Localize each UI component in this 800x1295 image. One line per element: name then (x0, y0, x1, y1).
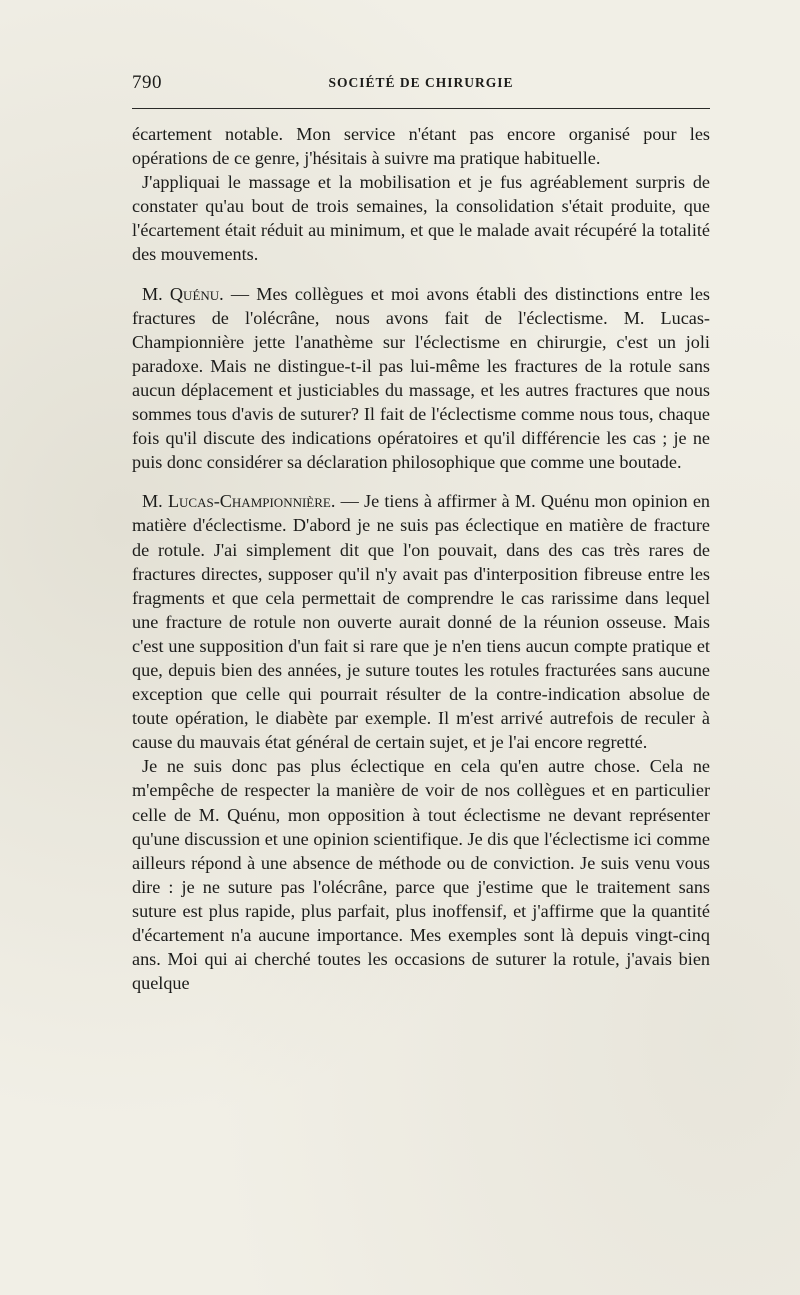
page-header (132, 72, 710, 96)
speaker-prefix: M. (142, 283, 170, 304)
header-rule (132, 108, 710, 109)
paragraph-quenu (132, 282, 710, 475)
paragraph-lucas-championniere (132, 489, 710, 754)
speech-text-lucas-championniere: . — Je tiens à affirmer à M. Quénu mon opinion en matière d'éclectisme. D'abord je ne suis pas éclectique en matière de fracture de rotule. J'ai simplement dit que l'on pouvait, dans des cas très rares de fractures directes, supposer qu'il n'y avait pas d'interposition fibreuse entre les fragments et que cela permettait de comprendre le cas rarissime dans lequel une fracture de rotule non ouverte aurait donné de la réunion osseuse. Mais c'est une supposition d'un fait si rare que je n'en tiens aucun compte pratique et que, depuis bien des années, je suture toutes les rotules fracturées sans aucune exception que celle qui pourrait résulter de la contre-indication absolue de toute opération, le diabète par exemple. Il m'est arrivé autrefois de reculer à cause du mauvais état général de certain sujet, et je l'ai encore regretté. (132, 491, 711, 753)
speaker-prefix: M. (142, 491, 168, 512)
page-number: 790 (132, 72, 162, 93)
paragraph-massage: J'appliquai le massage et la mobilisation et je fus agréablement surpris de constater qu'au bout de trois semaines, la consolidation s'était produite, que l'écartement était réduit au minimum, et que le malade avait récupéré la totalité des mouvements. (132, 172, 710, 265)
speaker-name-lucas-championniere: Lucas-Championnière (167, 491, 331, 512)
speaker-name-quenu: Quénu (169, 283, 220, 304)
running-head: SOCIÉTÉ DE CHIRURGIE (328, 75, 514, 90)
paragraph-eclectisme: Je ne suis donc pas plus éclectique en cela qu'en autre chose. Cela ne m'empêche de respecter la manière de voir de nos collègues et en particulier celle de M. Quénu, mon opposition à tout éclectisme ne devant représenter qu'une discussion et une opinion scientifique. Je dis que l'éclectisme ici comme ailleurs répond à une absence de méthode ou de conviction. Je suis venu vous dire : je ne suture pas l'olécrâne, parce que j'estime que le traitement sans suture est plus rapide, plus parfait, plus inoffensif, et j'affirme que la quantité d'écartement n'a aucune importance. Mes exemples sont là depuis vingt-cinq ans. Moi qui ai cherché toutes les occasions de suturer la rotule, j'avais bien quelque (132, 756, 710, 994)
paragraph-continuation: écartement notable. Mon service n'étant pas encore organisé pour les opérations de ce genre, j'hésitais à suivre ma pratique habituelle. (132, 124, 710, 169)
speech-text-quenu: . — Mes collègues et moi avons établi des distinctions entre les fractures de l'olécrâne, nous avons fait de l'éclectisme. M. Lucas-Championnière jette l'anathème sur l'éclectisme en chirurgie, c'est un joli paradoxe. Mais ne distingue-t-il pas lui-même les fractures de la rotule sans aucun déplacement et justiciables du massage, et les autres fractures que nous sommes tous d'avis de suturer? Il fait de l'éclectisme comme nous tous, chaque fois qu'il discute des indications opératoires et qu'il différencie les cas ; je ne puis donc considérer sa déclaration philosophique que comme une boutade. (132, 283, 711, 473)
body-text (132, 122, 710, 995)
